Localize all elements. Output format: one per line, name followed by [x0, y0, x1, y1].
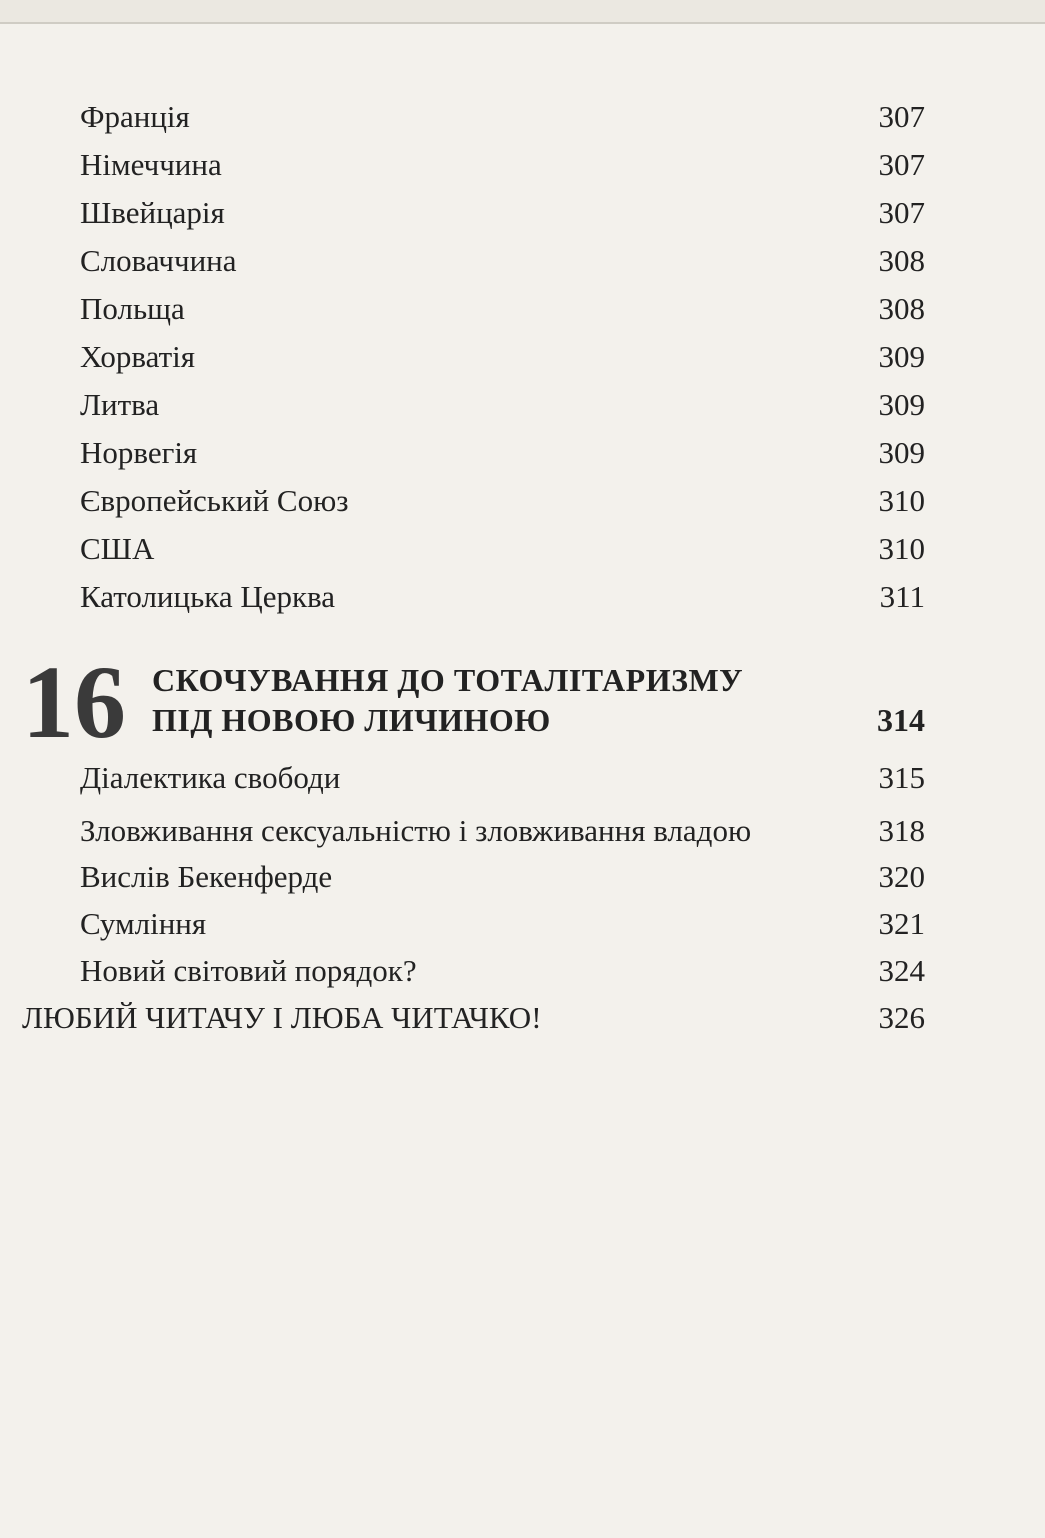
toc-entry-title: Вислів Бекенферде [80, 859, 333, 894]
toc-entry-title: Словаччина [80, 243, 237, 278]
toc-entry-page: 307 [878, 147, 925, 182]
chapter-title-line-2: ПІД НОВОЮ ЛИЧИНОЮ [152, 702, 551, 738]
toc-entry-title: Діалектика свободи [80, 760, 341, 795]
toc-entry [80, 433, 925, 473]
toc-entry-page: 307 [878, 99, 925, 134]
chapter-title [152, 660, 743, 740]
toc-entry-title: Європейський Союз [80, 483, 349, 518]
toc-entry-page: 310 [878, 531, 925, 566]
toc-entry-page: 315 [878, 760, 925, 795]
toc-entry [80, 811, 925, 851]
toc-entry-page: 309 [878, 339, 925, 374]
toc-entry-page: 326 [878, 1000, 925, 1035]
toc-entry [80, 951, 925, 991]
toc-entry [80, 758, 925, 798]
toc-entry-page: 320 [878, 859, 925, 894]
toc-entry-title: США [80, 531, 155, 566]
toc-entry [80, 193, 925, 233]
toc-entry-page: 309 [878, 435, 925, 470]
toc-entry [80, 385, 925, 425]
toc-entry-title: Польща [80, 291, 185, 326]
toc-entry-title: Норвегія [80, 435, 198, 470]
toc-entry [80, 289, 925, 329]
toc-entry-title: Зловживання сексуальністю і зловживання владою [80, 813, 752, 848]
toc-entry-page: 321 [878, 906, 925, 941]
chapter-page: 314 [877, 702, 925, 738]
toc-entry [80, 145, 925, 185]
toc-entry-title: ЛЮБИЙ ЧИТАЧУ І ЛЮБА ЧИТАЧКО! [22, 1000, 542, 1035]
toc-entry [80, 577, 925, 617]
toc-entry [80, 481, 925, 521]
toc-entry-title: Франція [80, 99, 190, 134]
toc-entry-page: 307 [878, 195, 925, 230]
toc-entry [80, 337, 925, 377]
toc-entry-title: Литва [80, 387, 160, 422]
toc-entry-page: 309 [878, 387, 925, 422]
toc-entry-title: Хорватія [80, 339, 196, 374]
toc-entry-page: 308 [878, 291, 925, 326]
chapter-title-line-1: СКОЧУВАННЯ ДО ТОТАЛІТАРИЗМУ [152, 662, 744, 698]
chapter-heading [22, 645, 925, 760]
toc-entry-page: 310 [878, 483, 925, 518]
toc-entry-title: Католицька Церква [80, 579, 336, 614]
toc-entry [80, 529, 925, 569]
toc-entry [80, 904, 925, 944]
toc-entry-page: 324 [878, 953, 925, 988]
toc-entry-page: 311 [879, 579, 925, 614]
toc-entry-title: Швейцарія [80, 195, 225, 230]
chapter-number: 16 [22, 645, 126, 760]
toc-entry-title: Новий світовий порядок? [80, 953, 417, 988]
toc-entry [80, 97, 925, 137]
toc-entry-page: 318 [878, 813, 925, 848]
toc-entry [80, 241, 925, 281]
toc-final-entry [22, 998, 925, 1038]
toc-entry-page: 308 [878, 243, 925, 278]
toc-entry-title: Сумління [80, 906, 207, 941]
toc-entry [80, 857, 925, 897]
toc-entry-title: Німеччина [80, 147, 222, 182]
